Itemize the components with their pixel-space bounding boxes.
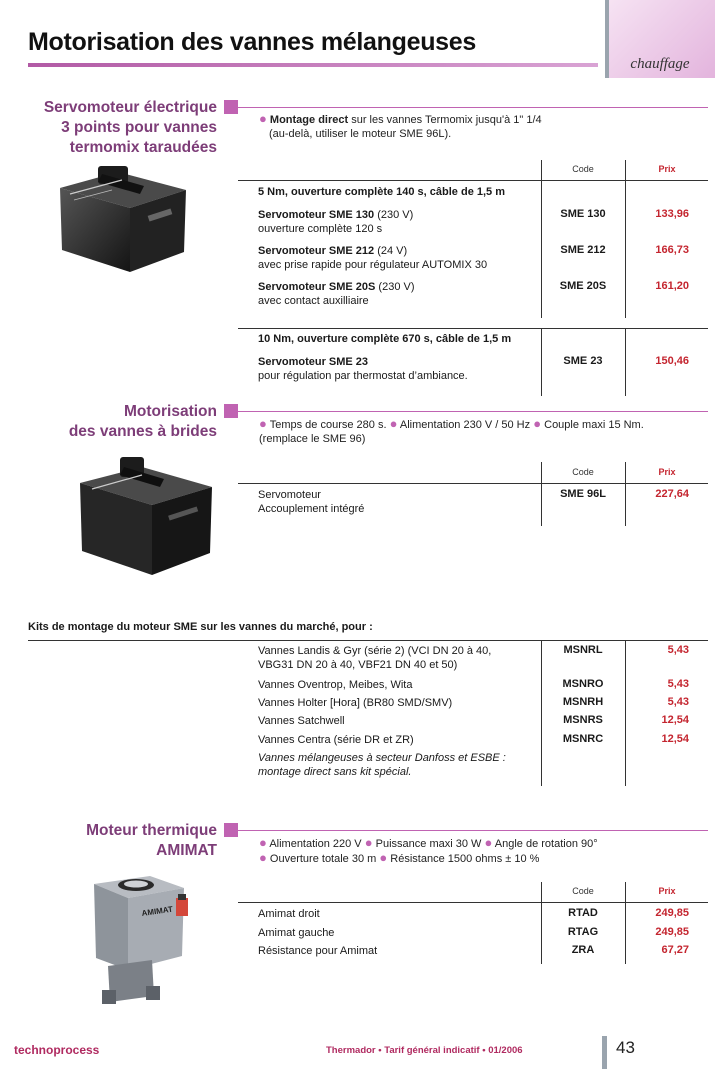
kits-note [258, 751, 540, 779]
section2-marker [224, 404, 238, 418]
intro-line2: (au-delà, utiliser le moteur SME 96L). [269, 128, 452, 140]
bullet-icon: ● [259, 111, 267, 126]
section3-heading-line: AMIMAT [156, 842, 217, 859]
amimat-price: 67,27 [661, 944, 689, 956]
product-row [258, 488, 538, 516]
product-name: Servomoteur SME 23 [258, 356, 369, 368]
footer-brand: technoprocess [14, 1043, 100, 1057]
product-desc: pour régulation par thermostat d’ambiance. [258, 370, 468, 382]
table-rule [238, 180, 708, 181]
product-row [258, 244, 538, 272]
product-price: 161,20 [655, 280, 689, 292]
product-row [258, 355, 538, 383]
col-prix-header: Prix [658, 886, 676, 896]
product-desc: ouverture complète 120 s [258, 223, 383, 235]
col-divider [541, 640, 542, 786]
intro-item: Couple maxi 15 Nm. [544, 419, 644, 431]
section-tab-label: chauffage [630, 56, 690, 72]
intro-item: Ouverture totale 30 m [269, 853, 377, 865]
title-rule [28, 63, 598, 67]
table-rule [28, 640, 708, 641]
bullet-icon: ● [364, 835, 373, 850]
product-desc: avec contact auxilliaire [258, 295, 369, 307]
section1-intro [259, 112, 699, 141]
kit-desc: Vannes Holter [Hora] (BR80 SMD/SMV) [258, 697, 453, 709]
section1-heading [20, 98, 217, 158]
footer-bar [602, 1036, 607, 1069]
kit-desc: VBG31 DN 20 à 40, VBF21 DN 40 et 50) [258, 659, 458, 671]
section3-rule [238, 830, 708, 831]
section2-heading [20, 402, 217, 442]
product-spec: (24 V) [374, 245, 408, 257]
amimat-price: 249,85 [655, 926, 689, 938]
col-divider [625, 640, 626, 786]
bullet-icon: ● [389, 416, 398, 431]
amimat-code: ZRA [571, 944, 595, 956]
section2-heading-line: des vannes à brides [68, 423, 217, 440]
servomotor-sme-image [48, 160, 198, 280]
servomotor-sme96l-image [72, 455, 222, 580]
product-name: Servomoteur SME 212 [258, 245, 375, 257]
section2-rule [238, 411, 708, 412]
product-desc: Accouplement intégré [258, 503, 365, 515]
product-price: 166,73 [655, 244, 689, 256]
group-heading: 10 Nm, ouverture complète 670 s, câble de 1,5 m [258, 333, 512, 345]
col-divider [541, 160, 542, 318]
product-code: SME 20S [559, 280, 607, 292]
product-price: 133,96 [655, 208, 689, 220]
kit-desc: Vannes Centra (série DR et ZR) [258, 734, 414, 746]
col-code-header: Code [572, 467, 594, 477]
group-heading: 5 Nm, ouverture complète 140 s, câble de 1,5 m [258, 186, 505, 198]
product-code: SME 212 [560, 244, 606, 256]
kits-note-line: montage direct sans kit spécial. [258, 766, 412, 778]
intro-item: Puissance maxi 30 W [375, 838, 482, 850]
col-prix-header: Prix [658, 467, 676, 477]
section2-intro [259, 417, 709, 446]
page-title: Motorisation des vannes mélangeuses [28, 28, 476, 56]
table-rule [238, 328, 708, 329]
kit-row [258, 644, 538, 672]
amimat-desc: Résistance pour Amimat [258, 945, 378, 957]
amimat-code: RTAG [567, 926, 599, 938]
section3-intro [259, 836, 709, 866]
intro-item: Alimentation 220 V [269, 838, 362, 850]
kits-note-line: Vannes mélangeuses à secteur Danfoss et ESBE : [258, 752, 506, 764]
product-name: Servomoteur SME 130 [258, 209, 375, 221]
kit-code: MSNRS [563, 714, 603, 726]
amimat-price: 249,85 [655, 907, 689, 919]
product-name: Servomoteur SME 20S [258, 281, 376, 293]
section3-marker [224, 823, 238, 837]
section2-heading-line: Motorisation [124, 403, 217, 420]
kits-title: Kits de montage du moteur SME sur les vannes du marché, pour : [28, 621, 373, 633]
table-rule [238, 902, 708, 903]
product-code: SME 23 [563, 355, 603, 367]
col-code-header: Code [572, 164, 594, 174]
product-spec: (230 V) [375, 281, 415, 293]
kit-desc: Vannes Landis & Gyr (série 2) (VCI DN 20 à 40, [258, 645, 492, 657]
bullet-icon: ● [379, 850, 388, 865]
intro-item: Temps de course 280 s. [269, 419, 387, 431]
bullet-icon: ● [533, 416, 542, 431]
section3-heading [20, 821, 217, 861]
kit-price: 5,43 [667, 696, 689, 708]
section3-heading-line: Moteur thermique [86, 822, 217, 839]
product-row [258, 208, 538, 236]
kit-desc: Vannes Satchwell [258, 715, 345, 727]
kit-code: MSNRC [562, 733, 604, 745]
section1-heading-line: 3 points pour vannes [61, 119, 217, 136]
kit-code: MSNRL [563, 644, 603, 656]
kit-price: 5,43 [667, 644, 689, 656]
product-desc: avec prise rapide pour régulateur AUTOMIX 30 [258, 259, 488, 271]
section1-heading-line: termomix taraudées [69, 139, 217, 156]
intro-item: Résistance 1500 ohms ± 10 % [390, 853, 540, 865]
product-price: 227,64 [655, 488, 689, 500]
amimat-code: RTAD [568, 907, 598, 919]
product-spec: (230 V) [374, 209, 414, 221]
section1-rule [238, 107, 708, 108]
product-price: 150,46 [655, 355, 689, 367]
intro-text: sur les vannes Termomix jusqu'à 1" 1/4 [348, 114, 542, 126]
section1-heading-line: Servomoteur électrique [43, 99, 217, 116]
intro-item: Angle de rotation 90° [494, 838, 598, 850]
footer-publication: Thermador • Tarif général indicatif • 01/2006 [326, 1045, 523, 1056]
col-code-header: Code [572, 886, 594, 896]
kit-desc: Vannes Oventrop, Meibes, Wita [258, 679, 413, 691]
bullet-icon: ● [259, 416, 267, 431]
bullet-icon: ● [259, 835, 267, 850]
kit-price: 12,54 [661, 733, 689, 745]
table-rule [238, 483, 708, 484]
kit-price: 12,54 [661, 714, 689, 726]
kit-price: 5,43 [667, 678, 689, 690]
section1-marker [224, 100, 238, 114]
col-divider [625, 160, 626, 318]
product-code: SME 96L [560, 488, 606, 500]
page-number: 43 [616, 1038, 635, 1057]
amimat-thermal-motor-image [80, 870, 200, 1010]
device-label: AMIMAT [141, 904, 174, 918]
kit-code: MSNRH [562, 696, 604, 708]
product-name: Servomoteur [258, 489, 321, 501]
bullet-icon: ● [484, 835, 493, 850]
intro-bold: Montage direct [269, 114, 349, 126]
bullet-icon: ● [259, 850, 267, 865]
intro-line2: (remplace le SME 96) [259, 433, 366, 445]
intro-item: Alimentation 230 V / 50 Hz [399, 419, 531, 431]
amimat-desc: Amimat gauche [258, 927, 335, 939]
kit-code: MSNRO [562, 678, 604, 690]
product-row [258, 280, 538, 308]
product-code: SME 130 [560, 208, 606, 220]
col-prix-header: Prix [658, 164, 676, 174]
amimat-desc: Amimat droit [258, 908, 320, 920]
